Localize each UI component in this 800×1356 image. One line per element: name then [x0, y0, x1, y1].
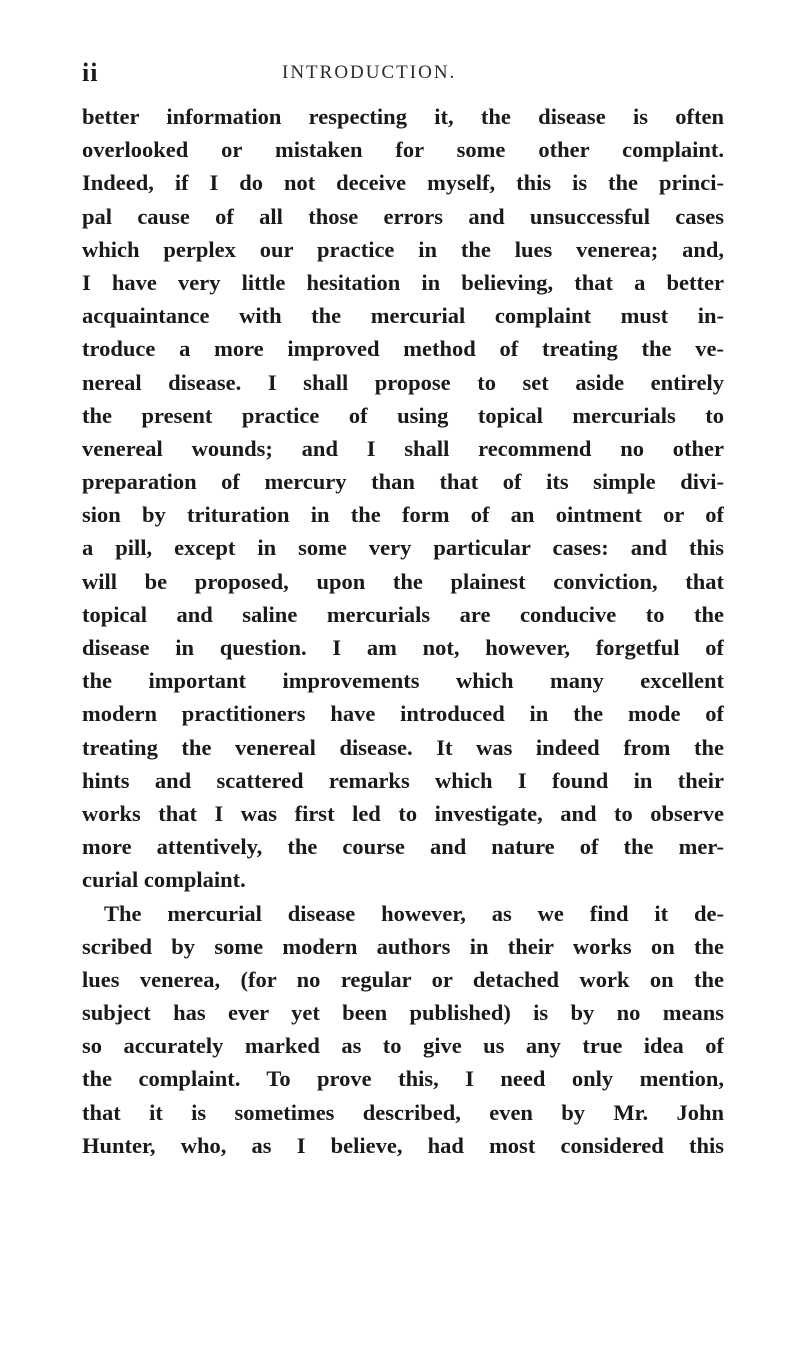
text-line: Indeed, if I do not deceive myself, this is the princi-	[82, 170, 724, 196]
text-line: preparation of mercury than that of its simple divi-	[82, 469, 724, 495]
text-line: The mercurial disease however, as we find it de-	[104, 900, 724, 926]
text-line: the important improvements which many excellent	[82, 668, 724, 694]
text-line: which perplex our practice in the lues venerea; and,	[82, 236, 724, 262]
text-line: acquaintance with the mercurial complaint must in-	[82, 303, 724, 329]
text-line: curial complaint.	[82, 867, 246, 893]
text-line: so accurately marked as to give us any true idea of	[82, 1033, 724, 1059]
text-line: topical and saline mercurials are conducive to the	[82, 601, 724, 627]
text-line: sion by trituration in the form of an ointment or of	[82, 502, 724, 528]
text-line: I have very little hesitation in believing, that a better	[82, 269, 724, 295]
text-line: treating the venereal disease. It was indeed from the	[82, 734, 724, 760]
text-line: nereal disease. I shall propose to set aside entirely	[82, 369, 724, 395]
text-line: works that I was first led to investigate, and to observe	[82, 800, 724, 826]
page-header	[82, 58, 722, 88]
text-line: Hunter, who, as I believe, had most considered this	[82, 1132, 724, 1158]
text-line: that it is sometimes described, even by Mr. John	[82, 1099, 724, 1125]
text-line: lues venerea, (for no regular or detached work on the	[82, 966, 724, 992]
text-line: pal cause of all those errors and unsuccessful cases	[82, 203, 724, 229]
text-line: the complaint. To prove this, I need only mention,	[82, 1066, 724, 1092]
text-line: scribed by some modern authors in their works on the	[82, 933, 724, 959]
text-line: subject has ever yet been published) is by no means	[82, 1000, 724, 1026]
text-line: disease in question. I am not, however, forgetful of	[82, 635, 724, 660]
text-line: hints and scattered remarks which I found in their	[82, 767, 724, 793]
text-line: overlooked or mistaken for some other complaint.	[82, 137, 724, 163]
body-text	[82, 100, 724, 1162]
running-head: INTRODUCTION.	[282, 62, 457, 83]
text-line: venereal wounds; and I shall recommend no other	[82, 435, 724, 461]
text-line: modern practitioners have introduced in the mode of	[82, 701, 724, 727]
text-line: troduce a more improved method of treating the ve-	[82, 336, 724, 362]
text-line: will be proposed, upon the plainest conviction, that	[82, 568, 724, 594]
text-line: more attentively, the course and nature of the mer-	[82, 834, 724, 860]
text-line: better information respecting it, the disease is often	[82, 104, 724, 129]
text-line: the present practice of using topical mercurials to	[82, 402, 724, 428]
text-line: a pill, except in some very particular cases: and this	[82, 535, 724, 561]
page-number: ii	[82, 58, 99, 87]
